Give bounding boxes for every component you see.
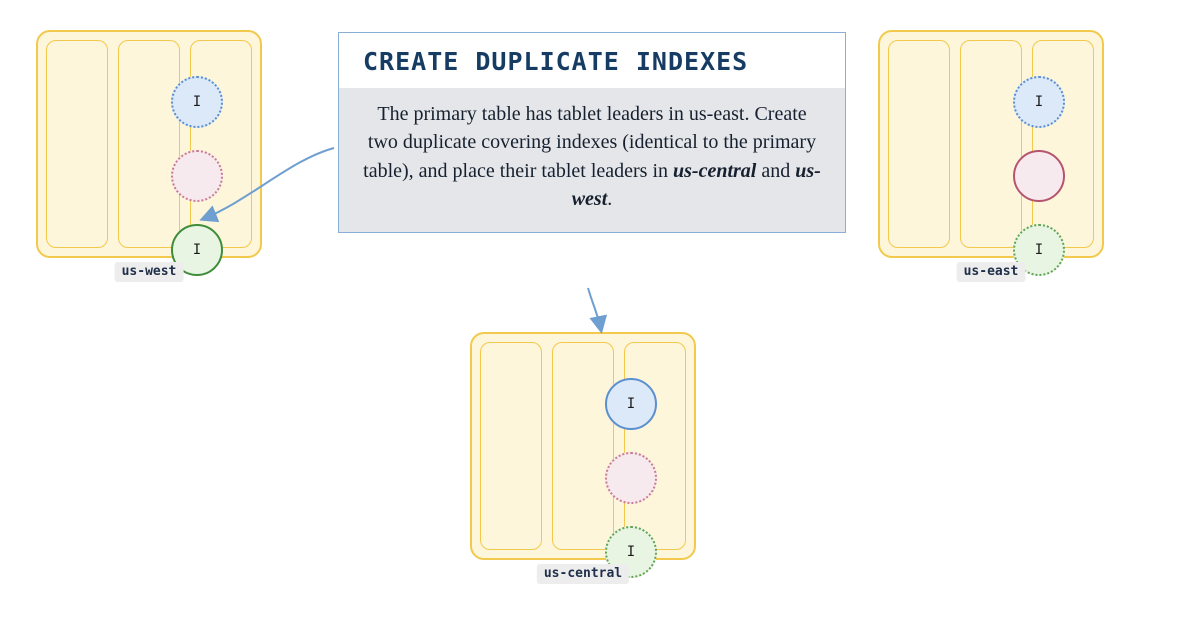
tablet-pink-follower — [605, 452, 657, 504]
tablet-glyph: I — [1034, 94, 1044, 110]
availability-zone-a — [480, 342, 542, 550]
availability-zone-c — [190, 40, 252, 248]
region-us-west — [36, 30, 262, 279]
callout-body — [339, 88, 845, 232]
tablet-glyph: I — [192, 94, 202, 110]
callout-title: CREATE DUPLICATE INDEXES — [339, 33, 845, 88]
availability-zone-c — [1032, 40, 1094, 248]
region-label-us-central: us-central — [537, 564, 629, 584]
tablet-blue-leader — [605, 378, 657, 430]
availability-zone-b — [118, 40, 180, 248]
callout-box — [338, 32, 846, 233]
region-label-us-east: us-east — [957, 262, 1026, 282]
arrow-to-us-central — [588, 288, 601, 330]
region-us-central — [470, 332, 696, 581]
tablet-pink-follower — [171, 150, 223, 202]
callout-text: . — [607, 188, 613, 211]
tablet-blue-follower — [171, 76, 223, 128]
region-us-east — [878, 30, 1104, 279]
availability-zone-c — [624, 342, 686, 550]
tablet-glyph: I — [626, 396, 636, 412]
callout-emphasis: us-central — [673, 159, 757, 182]
availability-zone-a — [46, 40, 108, 248]
tablet-pink-leader — [1013, 150, 1065, 202]
tablet-glyph: I — [626, 544, 636, 560]
tablet-glyph: I — [192, 242, 202, 258]
availability-zone-b — [552, 342, 614, 550]
tablet-blue-follower — [1013, 76, 1065, 128]
availability-zone-b — [960, 40, 1022, 248]
callout-text: and — [756, 159, 796, 182]
region-label-us-west: us-west — [115, 262, 184, 282]
availability-zone-a — [888, 40, 950, 248]
tablet-glyph: I — [1034, 242, 1044, 258]
callout-text: The primary table has tablet leaders in us-east. Create two duplicate covering indexes (identical to the primary table), and place their tablet leaders in — [363, 103, 817, 182]
callout-emphasis: us-west — [571, 159, 821, 211]
